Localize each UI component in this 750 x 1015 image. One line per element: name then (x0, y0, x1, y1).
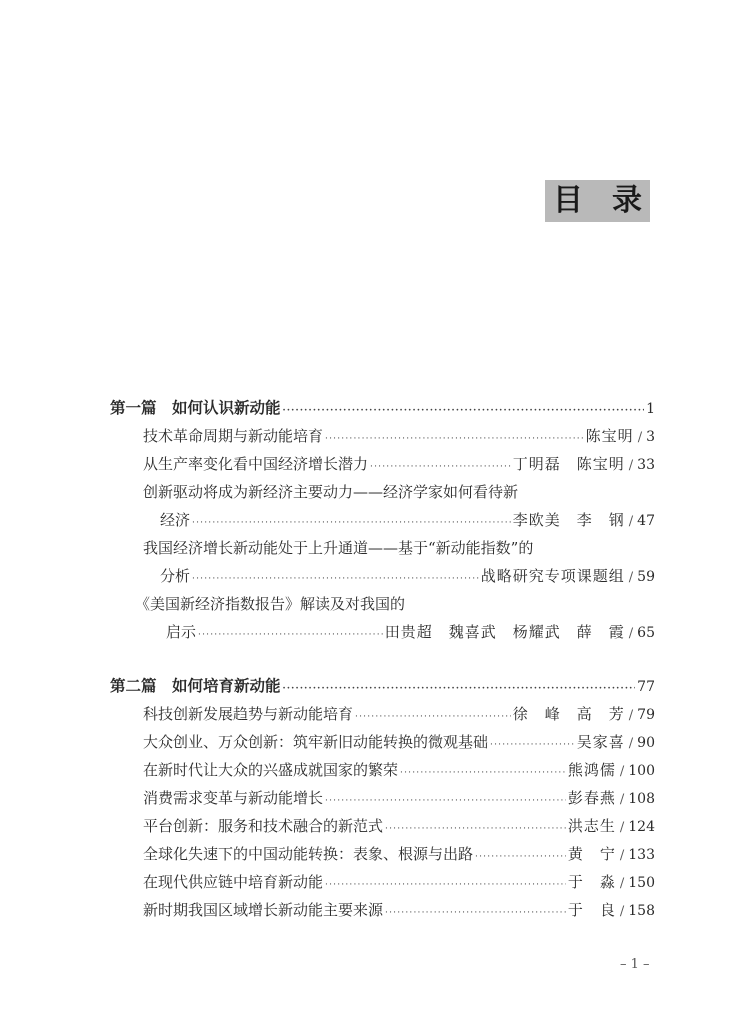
page-ref: 79 (637, 707, 655, 723)
toc-entry[interactable] (110, 756, 655, 784)
entry-title: 我国经济增长新动能处于上升通道——基于“新动能指数”的 (143, 539, 534, 557)
separator: / (619, 848, 625, 863)
page-ref: 90 (637, 735, 655, 751)
section-gap (110, 646, 655, 672)
separator: / (628, 514, 634, 529)
toc-entry-continuation[interactable] (110, 618, 655, 646)
entry-author: 吴家喜 (576, 733, 625, 751)
toc-entry[interactable] (110, 728, 655, 756)
separator: / (628, 708, 634, 723)
entry-title: 在新时代让大众的兴盛成就国家的繁荣 (143, 761, 399, 779)
entry-title: 在现代供应链中培育新动能 (143, 873, 324, 891)
leader-dots (198, 621, 383, 649)
entry-author: 战略研究专项课题组 (480, 567, 625, 585)
entry-title-cont: 分析 (160, 567, 191, 585)
page-ref: 1 (646, 401, 655, 417)
leader-dots (325, 787, 566, 815)
leader-dots (355, 703, 511, 731)
entry-author: 洪志生 (567, 817, 616, 835)
entry-title-cont: 经济 (160, 511, 191, 529)
toc-entry[interactable] (110, 784, 655, 812)
entry-author: 于 良 (567, 901, 616, 919)
separator: / (619, 820, 625, 835)
entry-title: 全球化失速下的中国动能转换：表象、根源与出路 (143, 845, 474, 863)
toc-entry[interactable] (110, 868, 655, 896)
separator: / (628, 736, 634, 751)
leader-dots (370, 453, 511, 481)
leader-dots (400, 759, 566, 787)
entry-author: 熊鸿儒 (567, 761, 616, 779)
toc-entry[interactable] (110, 700, 655, 728)
page-ref: 124 (628, 819, 655, 835)
page-ref: 100 (628, 763, 655, 779)
page-ref: 59 (637, 569, 655, 585)
entry-title: 平台创新：服务和技术融合的新范式 (143, 817, 384, 835)
leader-dots (283, 675, 636, 703)
entry-author: 田贵超 魏喜武 杨耀武 薛 霞 (384, 623, 625, 641)
separator: / (628, 626, 634, 641)
page-ref: 158 (628, 903, 655, 919)
part-label: 第二篇 如何培育新动能 (110, 676, 281, 695)
page-ref: 150 (628, 875, 655, 891)
separator: / (619, 904, 625, 919)
leader-dots (490, 731, 575, 759)
toc-entry[interactable] (110, 450, 655, 478)
entry-title: 消费需求变革与新动能增长 (143, 789, 324, 807)
leader-dots (385, 815, 566, 843)
entry-title: 新时期我国区域增长新动能主要来源 (143, 901, 384, 919)
toc-part-2[interactable] (110, 672, 655, 700)
toc-entry[interactable] (110, 590, 655, 618)
toc-entry[interactable] (110, 812, 655, 840)
leader-dots (283, 397, 645, 425)
page-ref: 65 (637, 625, 655, 641)
entry-author: 陈宝明 (585, 427, 634, 445)
part-label: 第一篇 如何认识新动能 (110, 398, 281, 417)
separator: / (619, 764, 625, 779)
table-of-contents (110, 394, 655, 924)
leader-dots (192, 509, 511, 537)
toc-title-char-2: 录 (612, 183, 642, 218)
toc-part-1[interactable] (110, 394, 655, 422)
toc-entry[interactable] (110, 422, 655, 450)
page-ref: 108 (628, 791, 655, 807)
page-ref: 3 (646, 429, 655, 445)
entry-title: 科技创新发展趋势与新动能培育 (143, 705, 354, 723)
toc-entry-continuation[interactable] (110, 562, 655, 590)
page-ref: 133 (628, 847, 655, 863)
entry-author: 于 淼 (567, 873, 616, 891)
toc-entry-continuation[interactable] (110, 506, 655, 534)
leader-dots (192, 565, 479, 593)
separator: / (637, 430, 643, 445)
leader-dots (325, 871, 566, 899)
entry-title: 《美国新经济指数报告》解读及对我国的 (135, 595, 406, 613)
entry-author: 李欧美 李 钢 (512, 511, 625, 529)
entry-author: 丁明磊 陈宝明 (512, 455, 625, 473)
toc-title (545, 180, 650, 222)
toc-title-char-1: 目 (553, 183, 583, 218)
toc-entry[interactable] (110, 896, 655, 924)
page-number: – 1 – (620, 957, 650, 972)
separator: / (619, 876, 625, 891)
page-ref: 33 (637, 457, 655, 473)
entry-title: 技术革命周期与新动能培育 (143, 427, 324, 445)
page-ref: 47 (637, 513, 655, 529)
toc-entry[interactable] (110, 478, 655, 506)
entry-author: 彭春燕 (567, 789, 616, 807)
entry-author: 黄 宁 (567, 845, 616, 863)
entry-author: 徐 峰 高 芳 (512, 705, 625, 723)
separator: / (628, 570, 634, 585)
toc-entry[interactable] (110, 534, 655, 562)
entry-title-cont: 启示 (166, 623, 197, 641)
leader-dots (475, 843, 566, 871)
entry-title: 创新驱动将成为新经济主要动力——经济学家如何看待新 (143, 483, 519, 501)
leader-dots (325, 425, 584, 453)
entry-title: 大众创业、万众创新：筑牢新旧动能转换的微观基础 (143, 733, 489, 751)
toc-entry[interactable] (110, 840, 655, 868)
separator: / (628, 458, 634, 473)
leader-dots (385, 899, 566, 927)
separator: / (619, 792, 625, 807)
entry-title: 从生产率变化看中国经济增长潜力 (143, 455, 369, 473)
page-ref: 77 (637, 679, 655, 695)
